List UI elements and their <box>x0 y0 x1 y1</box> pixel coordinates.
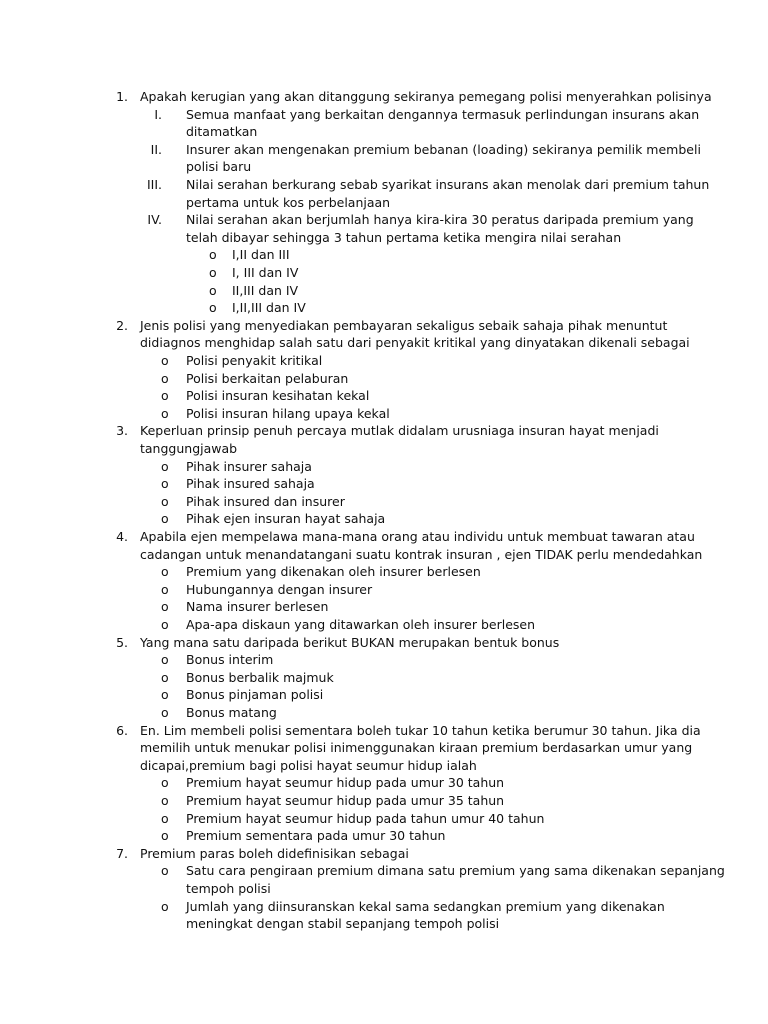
option-text-line: I,II,III dan IV <box>232 300 306 316</box>
statement-numeral: IV. <box>147 212 162 228</box>
question-text-line: Jenis polisi yang menyediakan pembayaran sekaligus sebaik sahaja pihak menuntut <box>140 317 668 333</box>
option-text-line: Pihak insured sahaja <box>186 476 315 492</box>
statement-text-line: Insurer akan mengenakan premium bebanan (loading) sekiranya pemilik membeli <box>186 141 701 157</box>
option-text-line: Bonus pinjaman polisi <box>186 687 324 703</box>
question-text-line: En. Lim membeli polisi sementara boleh tukar 10 tahun ketika berumur 30 tahun. Jika dia <box>140 722 701 738</box>
question-number: 2. <box>116 317 128 333</box>
statement-text-line: ditamatkan <box>186 124 258 140</box>
option-text-line: Premium yang dikenakan oleh insurer berlesen <box>186 564 481 580</box>
option-text-line: Nama insurer berlesen <box>186 599 329 615</box>
question-text-line: Keperluan prinsip penuh percaya mutlak didalam urusniaga insuran hayat menjadi <box>140 423 659 439</box>
option-text-line: meningkat dengan stabil sepanjang tempoh polisi <box>186 916 500 932</box>
option-bullet-icon: o <box>161 669 169 685</box>
option-bullet-icon: o <box>161 458 169 474</box>
question-number: 6. <box>116 722 128 738</box>
option-text-line: Apa-apa diskaun yang ditawarkan oleh insurer berlesen <box>186 617 536 632</box>
option-bullet-icon: o <box>161 775 169 791</box>
option-bullet-icon: o <box>161 564 169 580</box>
question-text-line: Apabila ejen mempelawa mana-mana orang atau individu untuk membuat tawaran atau <box>140 529 695 544</box>
statement-text-line: Nilai serahan berkurang sebab syarikat insurans akan menolak dari premium tahun <box>186 177 710 192</box>
option-text-line: I,II dan III <box>232 247 290 263</box>
option-bullet-icon: o <box>161 863 169 879</box>
option-bullet-icon: o <box>161 476 169 492</box>
option-text-line: Bonus interim <box>186 652 274 668</box>
option-text-line: Premium hayat seumur hidup pada umur 30 tahun <box>186 775 505 791</box>
question-text-line: tanggungjawab <box>140 441 238 456</box>
option-text-line: Premium hayat seumur hidup pada umur 35 tahun <box>186 793 505 808</box>
option-bullet-icon: o <box>161 370 169 386</box>
option-bullet-icon: o <box>161 511 169 527</box>
option-bullet-icon: o <box>209 282 217 298</box>
option-text-line: Premium sementara pada umur 30 tahun <box>186 828 446 844</box>
question-text-line: dicapai,premium bagi polisi hayat seumur hidup ialah <box>140 757 477 773</box>
option-text-line: Polisi berkaitan pelaburan <box>186 370 349 386</box>
statement-numeral: II. <box>150 141 162 157</box>
option-bullet-icon: o <box>161 405 169 421</box>
option-bullet-icon: o <box>209 300 217 316</box>
question-text-line: Apakah kerugian yang akan ditanggung sekiranya pemegang polisi menyerahkan polisinya <box>140 89 712 104</box>
question-text-line: cadangan untuk menandatangani suatu kontrak insuran , ejen TIDAK perlu mendedahkan <box>140 546 703 562</box>
question-text-line: memilih untuk menukar polisi inimenggunakan kiraan premium berdasarkan umur yang <box>140 740 693 756</box>
option-text-line: Bonus matang <box>186 705 277 720</box>
option-bullet-icon: o <box>161 652 169 668</box>
option-text-line: Bonus berbalik majmuk <box>186 669 334 685</box>
option-text-line: Pihak insured dan insurer <box>186 493 345 509</box>
statement-text-line: Nilai serahan akan berjumlah hanya kira-kira 30 peratus daripada premium yang <box>186 212 694 228</box>
question-text-line: Premium paras boleh didefinisikan sebagai <box>140 845 409 861</box>
option-text-line: II,III dan IV <box>232 282 299 298</box>
option-bullet-icon: o <box>161 687 169 703</box>
option-bullet-icon: o <box>161 705 169 720</box>
statement-text-line: telah dibayar sehingga 3 tahun pertama ketika mengira nilai serahan <box>186 229 622 245</box>
option-bullet-icon: o <box>161 828 169 844</box>
statement-text-line: polisi baru <box>186 159 252 175</box>
statement-numeral: III. <box>146 177 162 192</box>
option-bullet-icon: o <box>161 617 169 632</box>
option-text-line: Pihak insurer sahaja <box>186 458 312 474</box>
question-number: 3. <box>116 423 128 439</box>
option-text-line: Polisi insuran kesihatan kekal <box>186 388 370 404</box>
option-bullet-icon: o <box>161 353 169 368</box>
question-text-line: Yang mana satu daripada berikut BUKAN merupakan bentuk bonus <box>140 634 560 650</box>
option-text-line: tempoh polisi <box>186 881 271 896</box>
option-text-line: Pihak ejen insuran hayat sahaja <box>186 511 386 527</box>
option-bullet-icon: o <box>161 581 169 597</box>
question-number: 1. <box>116 89 128 104</box>
option-text-line: Jumlah yang diinsuranskan kekal sama sedangkan premium yang dikenakan <box>186 898 665 914</box>
option-bullet-icon: o <box>161 898 169 914</box>
question-text-line: didiagnos menghidap salah satu dari penyakit kritikal yang dinyatakan dikenali sebagai <box>140 335 690 351</box>
option-text-line: I, III dan IV <box>232 265 299 280</box>
option-text-line: Satu cara pengiraan premium dimana satu premium yang sama dikenakan sepanjang <box>186 863 725 879</box>
option-bullet-icon: o <box>161 599 169 615</box>
statement-text-line: pertama untuk kos perbelanjaan <box>186 194 391 210</box>
question-number: 4. <box>116 529 128 544</box>
option-bullet-icon: o <box>161 493 169 509</box>
statement-numeral: I. <box>154 106 162 122</box>
option-text-line: Hubungannya dengan insurer <box>186 581 373 597</box>
option-text-line: Premium hayat seumur hidup pada tahun umur 40 tahun <box>186 810 545 826</box>
option-bullet-icon: o <box>161 793 169 808</box>
option-bullet-icon: o <box>209 247 217 263</box>
option-text-line: Polisi penyakit kritikal <box>186 353 323 368</box>
statement-text-line: Semua manfaat yang berkaitan dengannya termasuk perlindungan insurans akan <box>186 106 700 122</box>
question-number: 7. <box>116 845 128 861</box>
option-text-line: Polisi insuran hilang upaya kekal <box>186 405 390 421</box>
option-bullet-icon: o <box>209 265 217 280</box>
question-number: 5. <box>116 634 128 650</box>
option-bullet-icon: o <box>161 388 169 404</box>
option-bullet-icon: o <box>161 810 169 826</box>
